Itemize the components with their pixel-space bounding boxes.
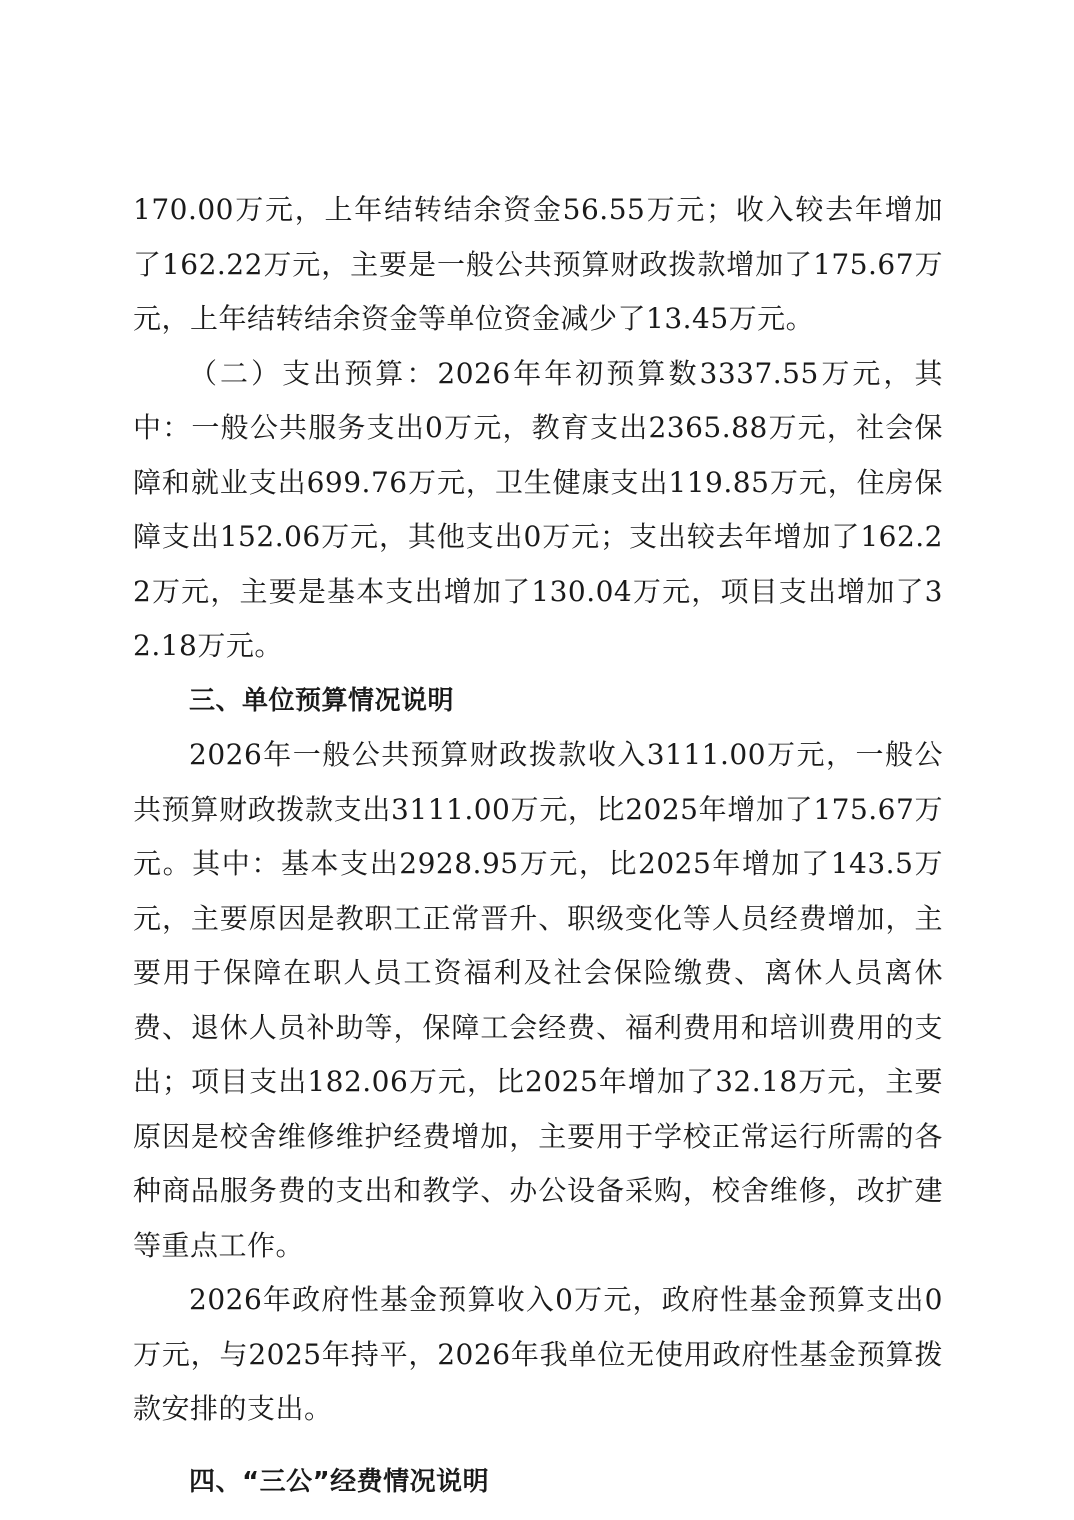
paragraph-income-continuation: 170.00万元，上年结转结余资金56.55万元；收入较去年增加了162.22万元，主要是一般公共预算财政拨款增加了175.67万元，上年结转结余资金等单位资金减少了13.45万元。: [133, 193, 943, 335]
section-heading-three-public-expenses: 四、“三公”经费情况说明: [189, 1466, 490, 1497]
paragraph-general-public-budget: 2026年一般公共预算财政拨款收入3111.00万元，一般公共预算财政拨款支出3111.00万元，比2025年增加了175.67万元。其中：基本支出2928.95万元，比2025年增加了143.5万元，主要原因是教职工正常晋升、职级变化等人员经费增加，主要用于保障在职人员工资福利及社会保险缴费、离休人员离休费、退休人员补助等，保障工会经费、福利费用和培训费用的支出；项目支出182.06万元，比2025年增加了32.18万元，主要原因是校舍维修维护经费增加，主要用于学校正常运行所需的各种商品服务费的支出和教学、办公设备采购，校舍维修，改扩建等重点工作。: [133, 738, 943, 1262]
paragraph-expenditure-budget: （二）支出预算：2026年年初预算数3337.55万元，其中：一般公共服务支出0万元，教育支出2365.88万元，社会保障和就业支出699.76万元，卫生健康支出119.85万元，住房保障支出152.06万元，其他支出0万元；支出较去年增加了162.22万元，主要是基本支出增加了130.04万元，项目支出增加了32.18万元。: [133, 356, 943, 662]
section-heading-unit-budget: 三、单位预算情况说明: [189, 685, 455, 716]
paragraph-government-fund-budget: 2026年政府性基金预算收入0万元，政府性基金预算支出0万元，与2025年持平，2026年我单位无使用政府性基金预算拨款安排的支出。: [133, 1283, 943, 1425]
document-body: [133, 183, 943, 1509]
